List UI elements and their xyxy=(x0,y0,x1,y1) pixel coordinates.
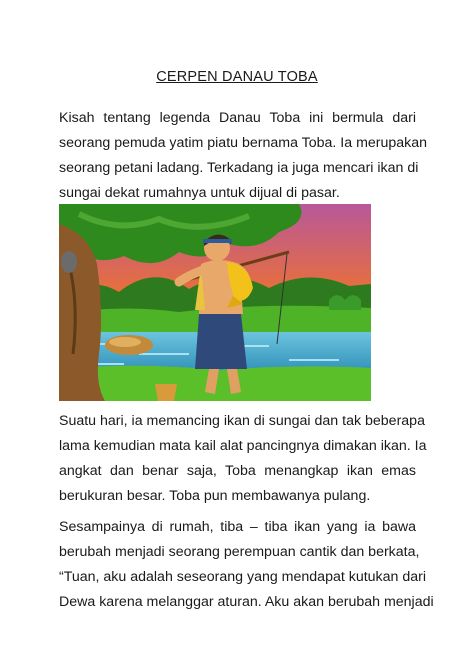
story-illustration xyxy=(59,204,371,401)
paragraph-line: sungai dekat rumahnya untuk dijual di pasar. xyxy=(59,185,340,201)
paragraph-line: seorang pemuda yatim piatu bernama Toba. Ia merupakan xyxy=(59,135,428,151)
paragraph-line: Dewa karena melanggar aturan. Aku akan berubah menjadi xyxy=(59,594,434,610)
paragraph-line: berukuran besar. Toba pun membawanya pulang. xyxy=(59,488,371,504)
paragraph-line: Suatu hari, ia memancing ikan di sungai dan tak beberapa xyxy=(59,413,425,429)
paragraph-line: Sesampainya di rumah, tiba – tiba ikan yang ia bawa xyxy=(59,519,416,535)
paragraph-line: seorang petani ladang. Terkadang ia juga mencari ikan di xyxy=(59,160,419,176)
paragraph-line: angkat dan benar saja, Toba menangkap ikan emas xyxy=(59,463,416,479)
paragraph-line: berubah menjadi seorang perempuan cantik dan berkata, xyxy=(59,544,420,560)
paragraph-line: Kisah tentang legenda Danau Toba ini bermula dari xyxy=(59,110,416,126)
paragraph-line: lama kemudian mata kail alat pancingnya dimakan ikan. Ia xyxy=(59,438,427,454)
sarong xyxy=(195,314,247,369)
bucket xyxy=(155,384,177,401)
document-title: CERPEN DANAU TOBA xyxy=(156,69,318,85)
paragraph-line: “Tuan, aku adalah seseorang yang mendapat kutukan dari xyxy=(59,569,427,585)
paragraph-3 xyxy=(59,515,434,615)
paragraph-2 xyxy=(59,409,427,509)
paragraph-1 xyxy=(59,106,428,206)
